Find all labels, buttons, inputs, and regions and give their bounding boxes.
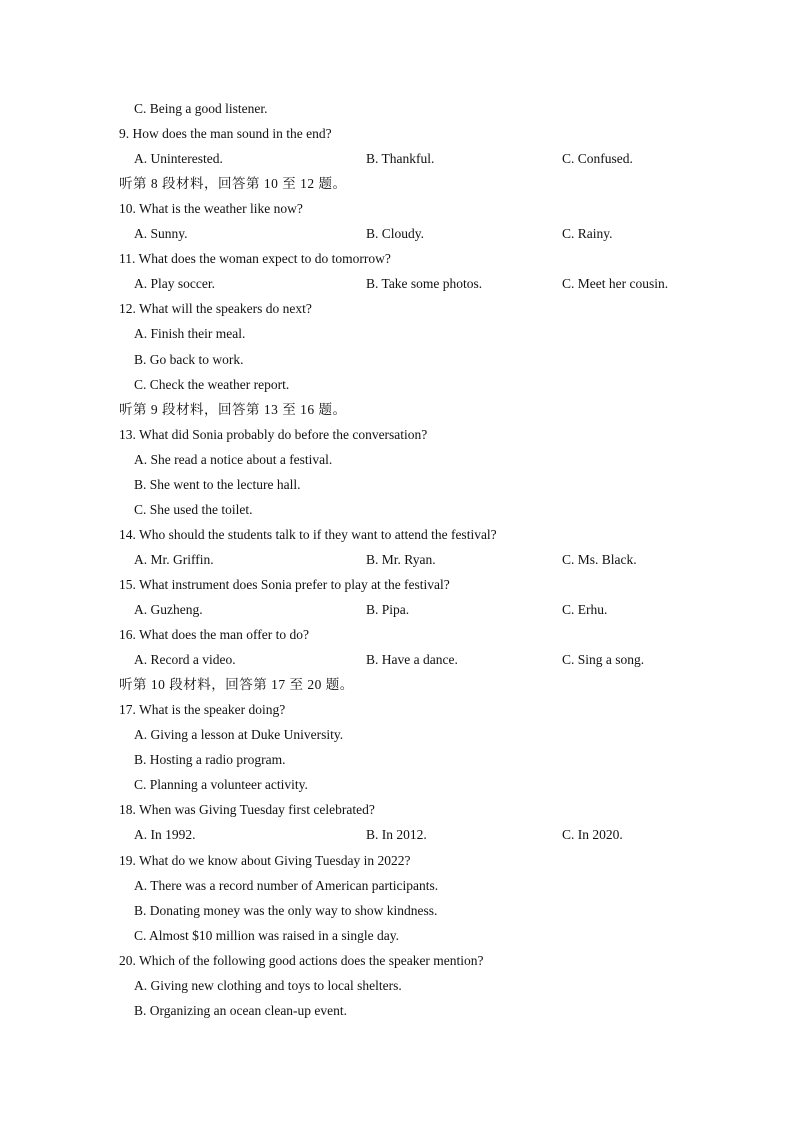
option-c: C. Erhu.: [562, 602, 608, 617]
option-line: C. Being a good listener.: [134, 101, 268, 116]
option-a: A. Sunny.: [134, 226, 188, 241]
option-line: A. Giving new clothing and toys to local shelters.: [134, 978, 402, 993]
option-line: B. Organizing an ocean clean-up event.: [134, 1003, 348, 1018]
option-b: B. Pipa.: [366, 602, 410, 617]
question-text: 14. Who should the students talk to if they want to attend the festival?: [119, 527, 497, 542]
question-text: 15. What instrument does Sonia prefer to play at the festival?: [119, 577, 450, 592]
option-line: A. Finish their meal.: [134, 326, 246, 341]
question-text: 10. What is the weather like now?: [119, 201, 303, 216]
option-line: C. Almost $10 million was raised in a single day.: [134, 928, 399, 943]
option-line: B. Go back to work.: [134, 352, 244, 367]
option-a: A. Mr. Griffin.: [134, 552, 214, 567]
option-line: B. She went to the lecture hall.: [134, 477, 301, 492]
option-b: B. Have a dance.: [366, 652, 458, 667]
option-b: B. Mr. Ryan.: [366, 552, 436, 567]
question-text: 18. When was Giving Tuesday first celebrated?: [119, 802, 375, 817]
question-text: 9. How does the man sound in the end?: [119, 126, 332, 141]
option-a: A. Play soccer.: [134, 276, 215, 291]
question-text: 12. What will the speakers do next?: [119, 301, 312, 316]
section-instruction: 听第 10 段材料，回答第 17 至 20 题。: [119, 677, 354, 692]
option-line: B. Donating money was the only way to show kindness.: [134, 903, 438, 918]
question-text: 19. What do we know about Giving Tuesday in 2022?: [119, 853, 411, 868]
option-c: C. Meet her cousin.: [562, 276, 669, 291]
option-a: A. Guzheng.: [134, 602, 203, 617]
question-text: 17. What is the speaker doing?: [119, 702, 286, 717]
question-text: 20. Which of the following good actions does the speaker mention?: [119, 953, 484, 968]
option-line: A. There was a record number of American participants.: [134, 878, 439, 893]
option-c: C. Confused.: [562, 151, 633, 166]
option-line: C. Planning a volunteer activity.: [134, 777, 308, 792]
option-c: C. Rainy.: [562, 226, 613, 241]
option-a: A. In 1992.: [134, 827, 196, 842]
question-text: 11. What does the woman expect to do tomorrow?: [119, 251, 391, 266]
option-line: C. She used the toilet.: [134, 502, 253, 517]
question-text: 16. What does the man offer to do?: [119, 627, 309, 642]
option-a: A. Uninterested.: [134, 151, 223, 166]
option-b: B. In 2012.: [366, 827, 427, 842]
option-c: C. Ms. Black.: [562, 552, 637, 567]
option-line: A. Giving a lesson at Duke University.: [134, 727, 344, 742]
option-line: A. She read a notice about a festival.: [134, 452, 333, 467]
option-b: B. Thankful.: [366, 151, 435, 166]
option-a: A. Record a video.: [134, 652, 236, 667]
question-text: 13. What did Sonia probably do before the conversation?: [119, 427, 428, 442]
section-instruction: 听第 9 段材料，回答第 13 至 16 题。: [119, 402, 347, 417]
option-c: C. Sing a song.: [562, 652, 645, 667]
section-instruction: 听第 8 段材料，回答第 10 至 12 题。: [119, 176, 347, 191]
option-b: B. Take some photos.: [366, 276, 483, 291]
option-line: B. Hosting a radio program.: [134, 752, 286, 767]
option-c: C. In 2020.: [562, 827, 623, 842]
option-b: B. Cloudy.: [366, 226, 425, 241]
option-line: C. Check the weather report.: [134, 377, 290, 392]
